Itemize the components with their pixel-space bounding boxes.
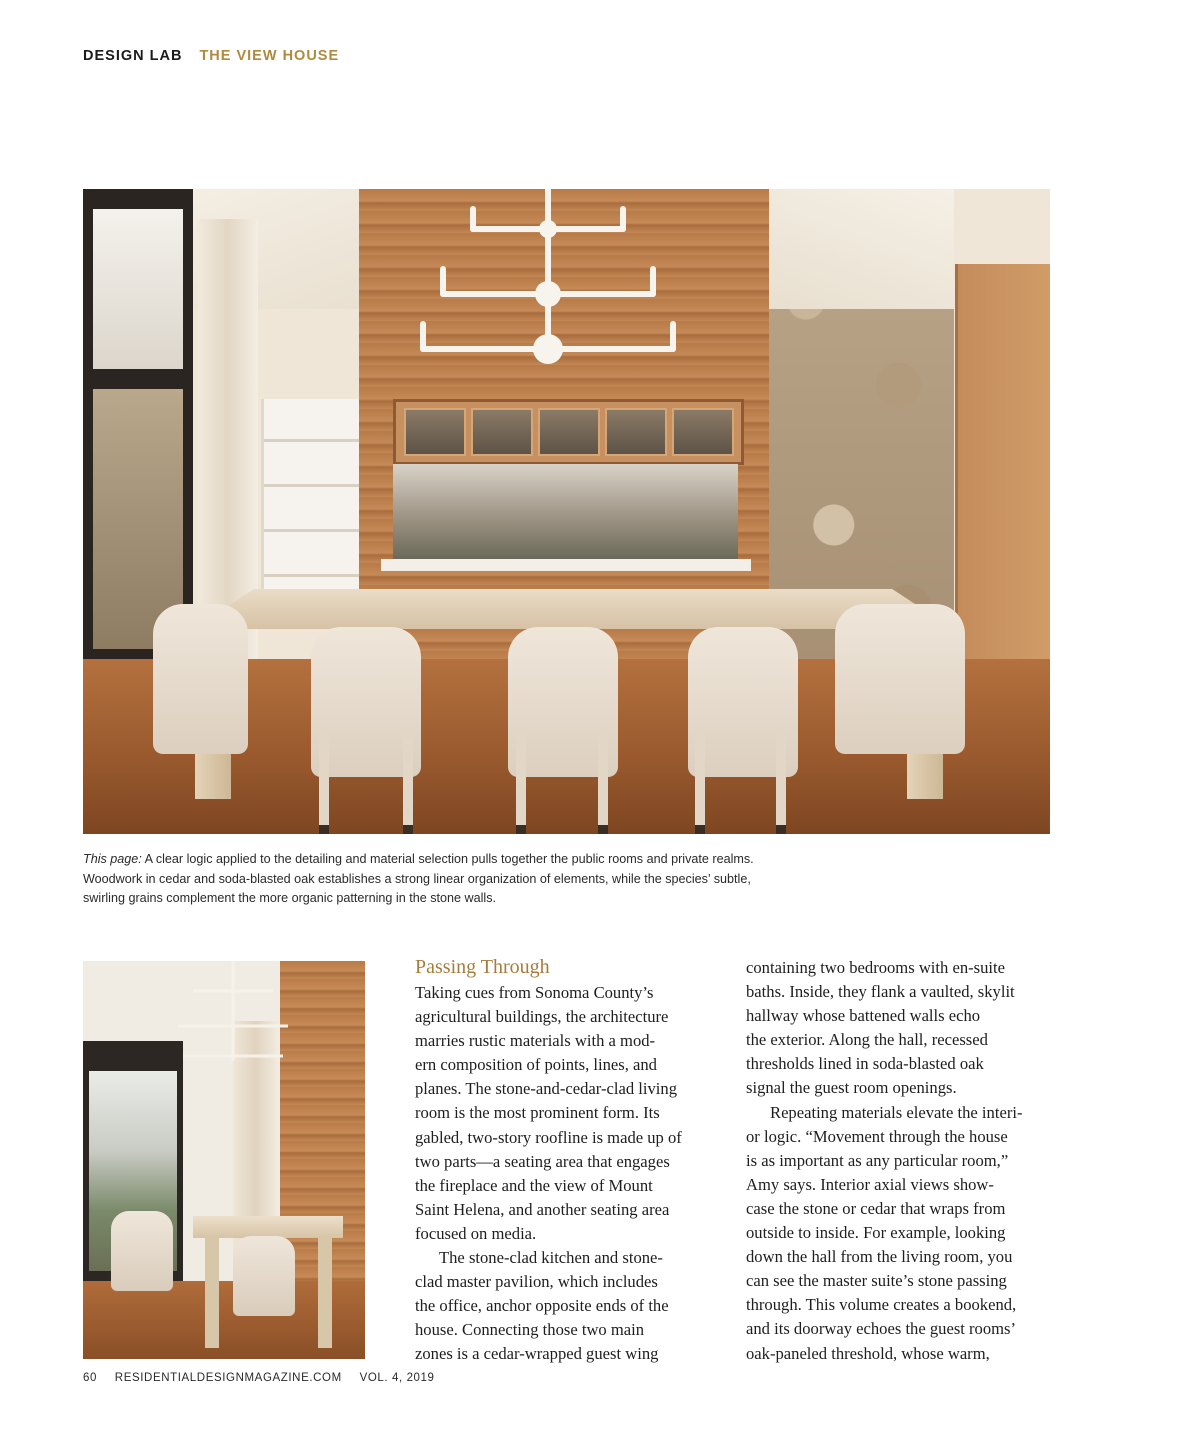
caption-line: Woodwork in cedar and soda-blasted oak establishes a strong linear organization of elements, while the species’ subtle, [83, 871, 751, 886]
text-line: thresholds lined in soda-blasted oak [746, 1054, 984, 1074]
text-line: containing two bedrooms with en-suite [746, 958, 1006, 977]
text-line: the office, anchor opposite ends of the [415, 1296, 669, 1316]
dining-chair [153, 604, 248, 754]
article-column-2 [746, 956, 1056, 1366]
caption-line: A clear logic applied to the detailing and material selection pulls together the public rooms and private realms. [141, 852, 754, 866]
text-line: focused on media. [415, 1223, 537, 1243]
text-line: is as important as any particular room,” [746, 1150, 1009, 1170]
text-line: The stone-clad kitchen and stone- [439, 1248, 663, 1268]
text-line: Saint Helena, and another seating area [415, 1199, 670, 1219]
dining-room-photo [83, 189, 1050, 834]
text-line: marries rustic materials with a mod- [415, 1031, 656, 1051]
text-line: house. Connecting those two main [415, 1320, 645, 1340]
text-line: signal the guest room openings. [746, 1078, 957, 1098]
dining-chair [835, 604, 965, 754]
mirror-backsplash [393, 464, 738, 559]
article-column-1 [415, 981, 715, 1367]
bookshelves [261, 399, 359, 609]
section-label: DESIGN LAB [83, 48, 183, 64]
text-line: case the stone or cedar that wraps from [746, 1198, 1006, 1218]
text-line: room is the most prominent form. Its [415, 1103, 660, 1123]
text-line: can see the master suite’s stone passing [746, 1271, 1007, 1291]
text-line: zones is a cedar-wrapped guest wing [415, 1344, 659, 1364]
text-line: planes. The stone-and-cedar-clad living [415, 1079, 677, 1099]
page-number: 60 [83, 1372, 97, 1384]
page-footer [83, 1372, 449, 1384]
text-line: Repeating materials elevate the interi- [770, 1102, 1023, 1122]
running-header [83, 48, 339, 64]
text-line: oak-paneled threshold, whose warm, [746, 1343, 990, 1363]
bar-counter [381, 559, 751, 571]
website-link[interactable]: RESIDENTIALDESIGNMAGAZINE.COM [114, 1372, 342, 1384]
text-line: clad master pavilion, which includes [415, 1272, 658, 1292]
text-line: outside to inside. For example, looking [746, 1223, 1006, 1243]
story-title: THE VIEW HOUSE [199, 48, 340, 64]
text-line: baths. Inside, they flank a vaulted, skylit [746, 982, 1015, 1002]
chandelier-illustration [173, 961, 293, 1071]
text-line: Amy says. Interior axial views show- [746, 1174, 994, 1194]
text-line: through. This volume creates a bookend, [746, 1295, 1017, 1315]
glass-cabinets [393, 399, 744, 465]
text-line: ern composition of points, lines, and [415, 1055, 657, 1075]
section-heading: Passing Through [415, 956, 550, 978]
chandelier-illustration [413, 189, 683, 379]
text-line: two parts—a seating area that engages [415, 1151, 670, 1171]
text-line: down the hall from the living room, you [746, 1247, 1013, 1267]
dining-room-photo-secondary [83, 961, 365, 1359]
issue-label: VOL. 4, 2019 [359, 1372, 435, 1384]
text-line: the fireplace and the view of Mount [415, 1175, 653, 1195]
text-line: hallway whose battened walls echo [746, 1006, 981, 1026]
text-line: or logic. “Movement through the house [746, 1126, 1008, 1146]
text-line: gabled, two-story roofline is made up of [415, 1127, 682, 1147]
text-line: Taking cues from Sonoma County’s [415, 983, 654, 1002]
text-line: the exterior. Along the hall, recessed [746, 1030, 988, 1050]
caption-lead: This page: [83, 852, 142, 866]
tall-window [83, 189, 193, 659]
text-line: and its doorway echoes the guest rooms’ [746, 1319, 1017, 1339]
photo-caption [83, 850, 853, 909]
caption-line: swirling grains complement the more organic patterning in the stone walls. [83, 891, 496, 905]
ceiling-right [769, 189, 954, 309]
text-line: agricultural buildings, the architecture [415, 1007, 669, 1027]
